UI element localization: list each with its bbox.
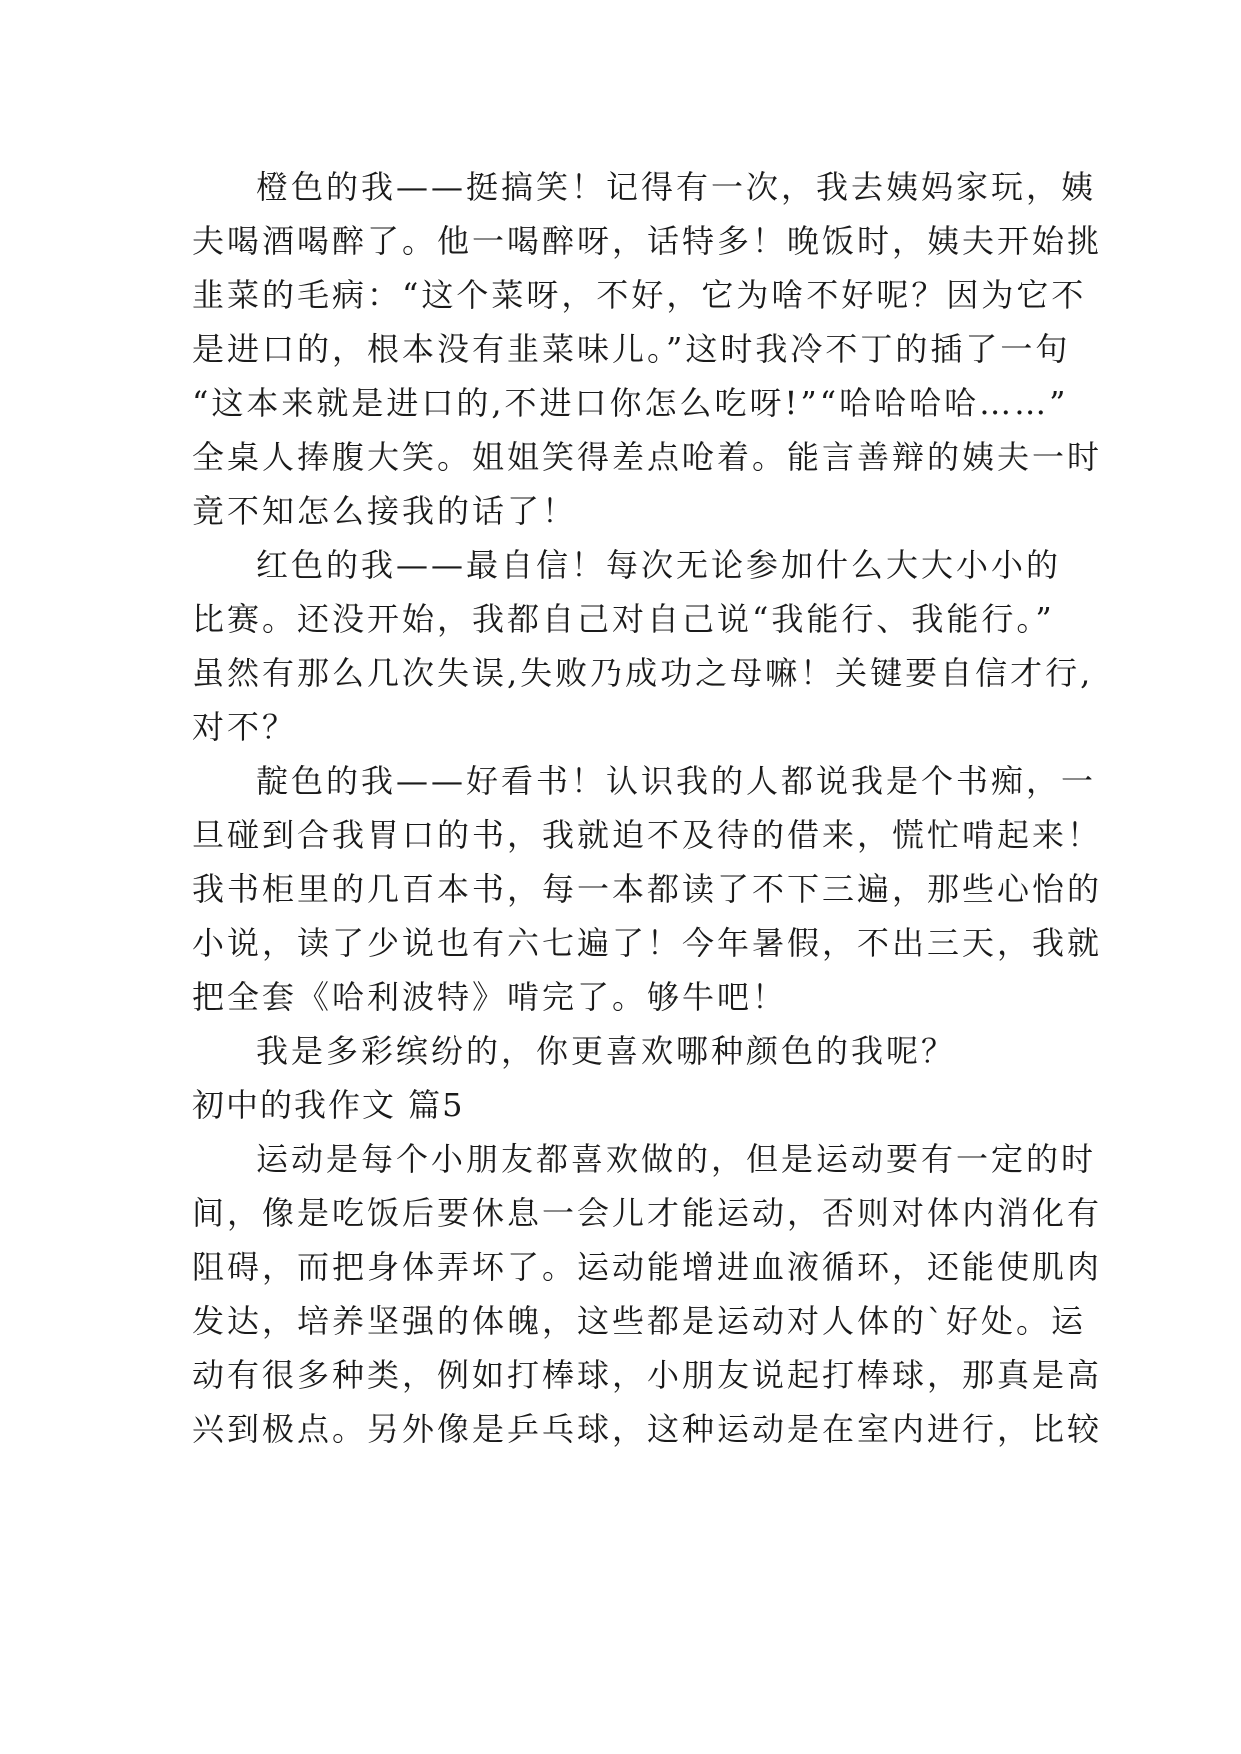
text-line: 运动是每个小朋友都喜欢做的，但是运动要有一定的时 (256, 1140, 1097, 1178)
text-line: 橙色的我——挺搞笑！记得有一次，我去姨妈家玩，姨 (256, 168, 1097, 206)
text-line: 对不？ (192, 708, 298, 746)
text-line: 比赛。还没开始，我都自己对自己说“我能行、我能行。” (192, 600, 1055, 638)
text-line: 我是多彩缤纷的，你更喜欢哪种颜色的我呢？ (256, 1032, 957, 1070)
text-line: 虽然有那么几次失误,失败乃成功之母嘛！关键要自信才行, (192, 654, 1094, 692)
text-line: 兴到极点。另外像是乒乓球，这种运动是在室内进行，比较 (192, 1410, 1103, 1448)
text-line: 韭菜的毛病：“这个菜呀，不好，它为啥不好呢？因为它不 (192, 276, 1087, 314)
paragraph-indigo (192, 754, 1103, 1024)
text-line: 小说，读了少说也有六七遍了！今年暑假，不出三天，我就 (192, 924, 1103, 962)
text-line: “这本来就是进口的,不进口你怎么吃呀!”“哈哈哈哈……” (192, 384, 1069, 422)
text-line: 是进口的，根本没有韭菜味儿。”这时我冷不丁的插了一句 (192, 330, 1071, 368)
text-line: 旦碰到合我胃口的书，我就迫不及待的借来，慌忙啃起来！ (192, 816, 1103, 854)
text-line: 阻碍，而把身体弄坏了。运动能增进血液循环，还能使肌肉 (192, 1248, 1103, 1286)
document-body (192, 160, 1103, 1456)
text-line: 红色的我——最自信！每次无论参加什么大大小小的 (256, 546, 1062, 584)
text-line: 动有很多种类，例如打棒球，小朋友说起打棒球，那真是高 (192, 1356, 1103, 1394)
text-line: 夫喝酒喝醉了。他一喝醉呀，话特多！晚饭时，姨夫开始挑 (192, 222, 1103, 260)
text-line: 发达，培养坚强的体魄，这些都是运动对人体的`好处。运 (192, 1302, 1087, 1340)
text-line: 间，像是吃饭后要休息一会儿才能运动，否则对体内消化有 (192, 1194, 1103, 1232)
text-line: 把全套《哈利波特》啃完了。够牛吧！ (192, 978, 788, 1016)
paragraph-red (192, 538, 1094, 754)
text-line: 竟不知怎么接我的话了！ (192, 492, 578, 530)
text-line: 全桌人捧腹大笑。姐姐笑得差点呛着。能言善辩的姨夫一时 (192, 438, 1103, 476)
text-line: 靛色的我——好看书！认识我的人都说我是个书痴，一 (256, 762, 1097, 800)
paragraph-sports (192, 1132, 1103, 1456)
section-heading: 初中的我作文 篇5 (192, 1086, 465, 1124)
text-line: 我书柜里的几百本书，每一本都读了不下三遍，那些心怡的 (192, 870, 1103, 908)
paragraph-colorful (192, 1024, 1052, 1078)
paragraph-orange (192, 160, 1103, 538)
